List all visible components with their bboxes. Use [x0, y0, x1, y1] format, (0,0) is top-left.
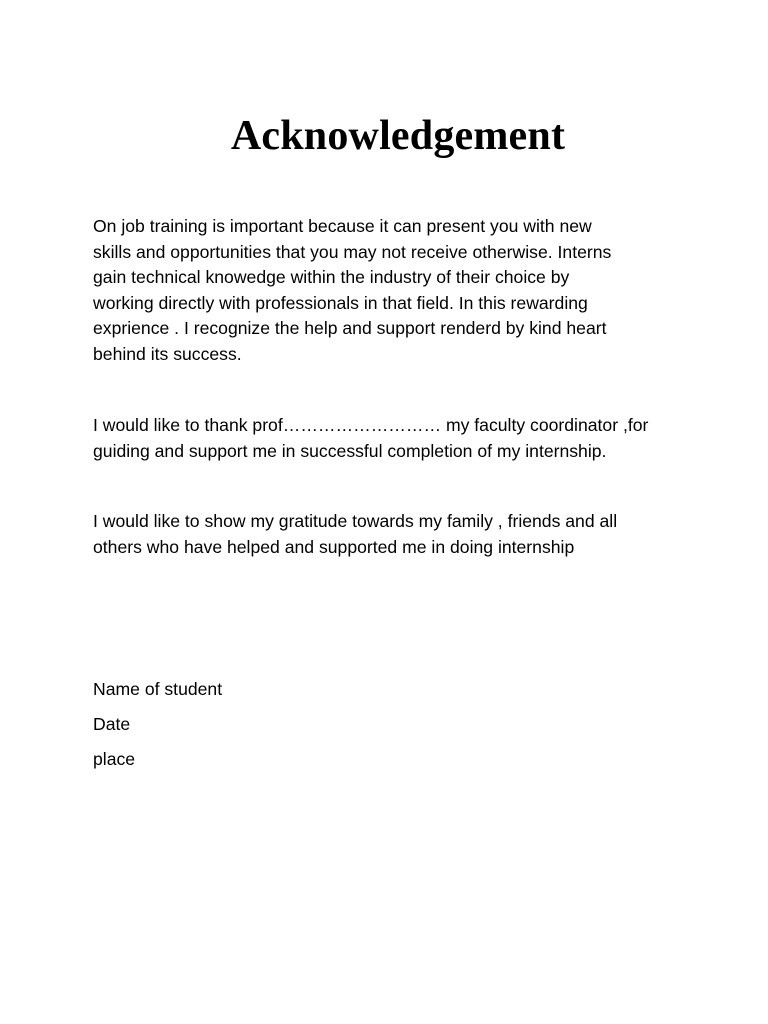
paragraph-line: skills and opportunities that you may not receive otherwise. Interns	[93, 241, 612, 262]
paragraph-line: exprience . I recognize the help and support renderd by kind heart	[93, 318, 607, 339]
place-label: place	[93, 749, 136, 769]
paragraph-line: On job training is important because it can present you with new	[93, 216, 592, 236]
paragraph-line: I would like to thank prof……………………… my faculty coordinator ,for	[93, 415, 649, 435]
paragraph-importance	[93, 214, 683, 368]
paragraph-line: I would like to show my gratitude towards my family , friends and all	[93, 511, 618, 531]
paragraph-line: others who have helped and supported me in doing internship	[93, 536, 575, 557]
paragraph-line: guiding and support me in successful completion of my internship.	[93, 440, 607, 461]
paragraph-gratitude-family	[93, 509, 683, 560]
paragraph-line: working directly with professionals in that field. In this rewarding	[93, 292, 588, 313]
date-label: Date	[93, 714, 131, 734]
paragraph-line: behind its success.	[93, 343, 242, 364]
paragraph-thanks-faculty	[93, 413, 683, 464]
paragraph-line: gain technical knowedge within the industry of their choice by	[93, 267, 570, 288]
page-title: Acknowledgement	[230, 113, 566, 159]
student-name-label: Name of student	[93, 679, 223, 699]
